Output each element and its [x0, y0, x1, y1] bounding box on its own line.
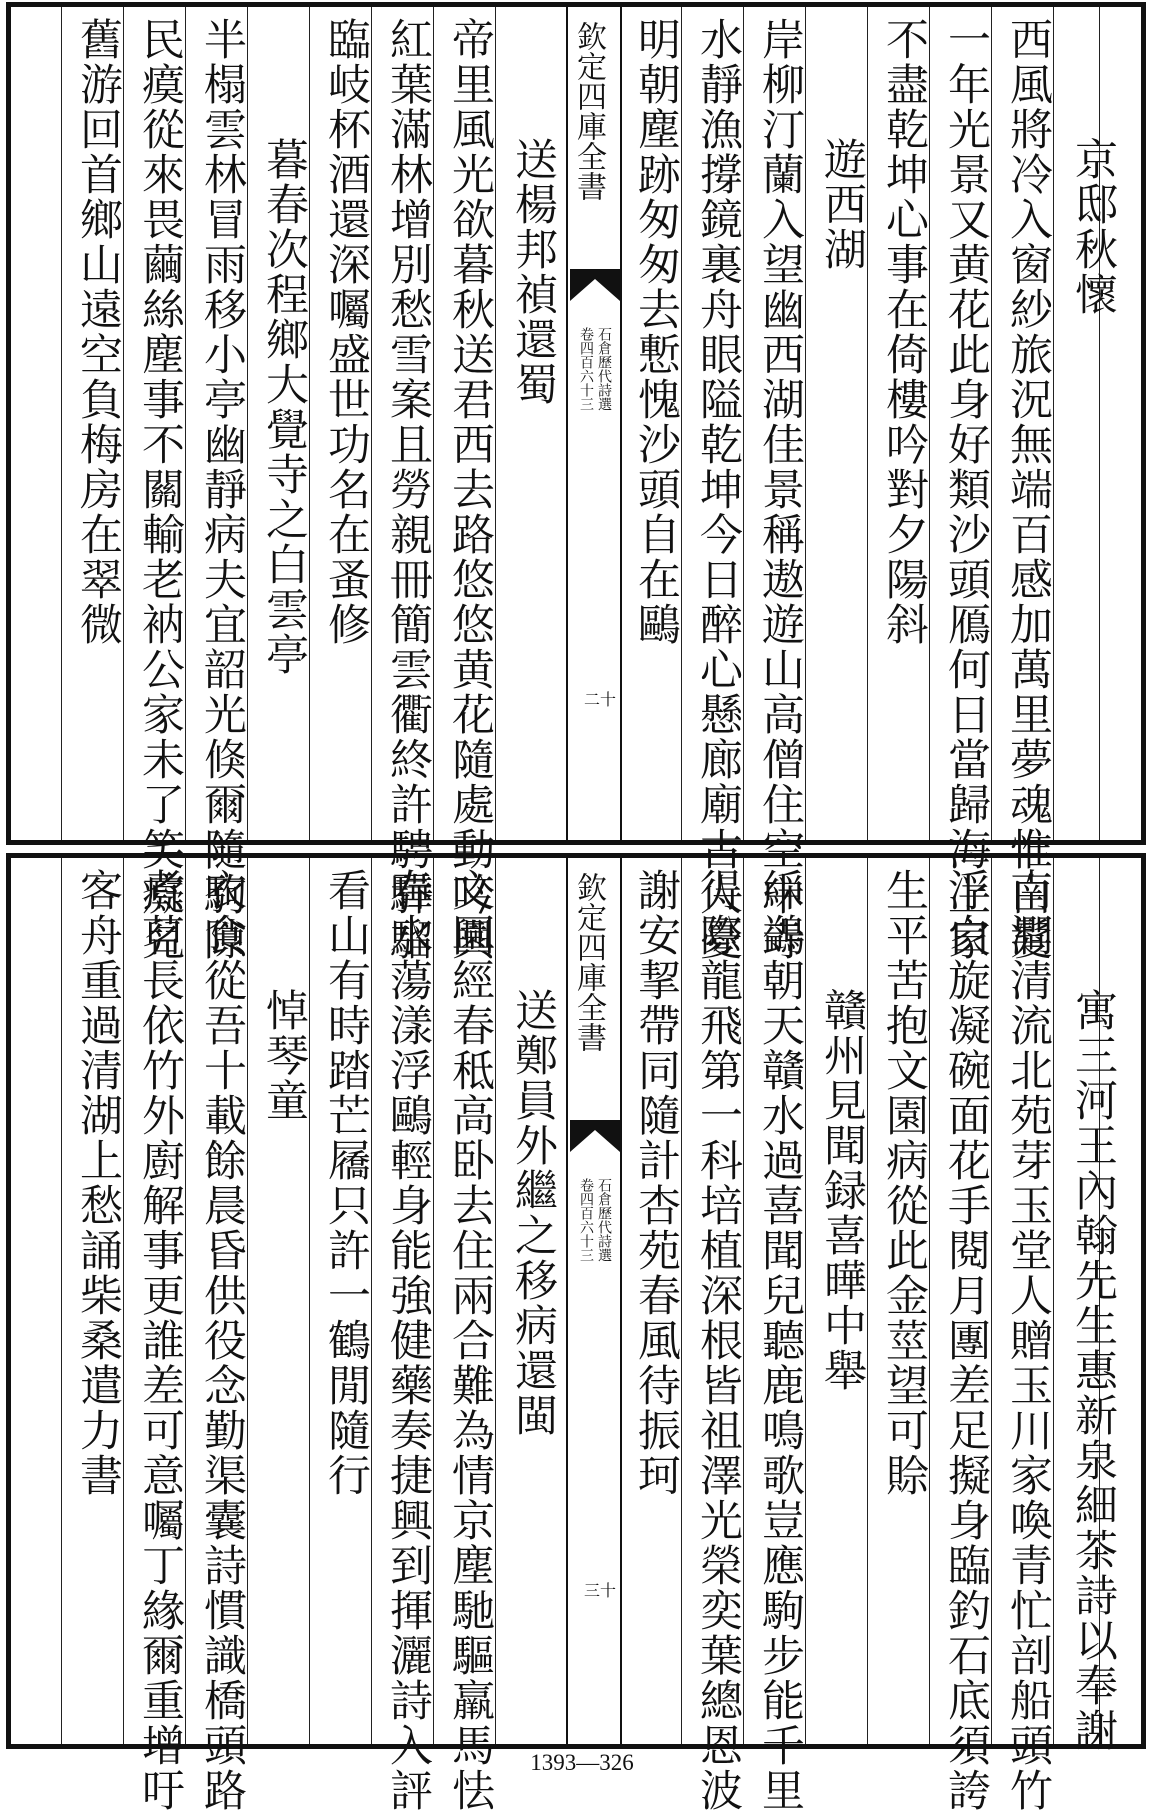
fishtail-ornament [570, 1120, 620, 1152]
poem-title: 京邸秋懷 [1068, 137, 1118, 317]
verse-column: 文園經春秪高卧去住兩合難為情京塵馳驅羸馬怯 [445, 868, 495, 1813]
verse-column: 一年光景又黄花此身好類沙頭鴈何日當歸海上家 [941, 17, 991, 962]
verse-column: 民瘼從來畏繭絲塵事不關輸老衲公家未了笑癡兒 [135, 17, 185, 962]
verse-column: 舊游回首鄉山遠空負梅房在翠微 [73, 17, 123, 647]
verse-column: 看山有時踏芒屩只許一鶴閒隨行 [321, 868, 371, 1498]
source-title: 石倉歷代詩選 [596, 1178, 612, 1262]
fishtail-ornament [570, 269, 620, 301]
poem-title: 遊西湖 [817, 137, 867, 272]
verse-column: 半榻雲林冒雨移小亭幽靜病夫宜韶光倏爾隨駒隙 [197, 17, 247, 962]
page-code: 1393—326 [530, 1750, 634, 1775]
verse-column: 明朝塵跡匆匆去慙愧沙頭自在鷗 [631, 17, 681, 647]
center-strip [566, 7, 622, 840]
poem-title: 送楊邦禎還蜀 [508, 137, 558, 407]
poem-title: 寓三河王內翰先生惠新泉細茶詩以奉謝 [1068, 988, 1118, 1753]
verse-column: 水靜漁撐鏡裏舟眼隘乾坤今日醉心懸廊廟古人憂 [693, 17, 743, 962]
verse-column: 紅葉滿林增別愁雪案且勞親冊簡雲衢終許騁驊騮 [383, 17, 433, 962]
volume-number: 卷四百六十三 [578, 327, 594, 411]
leaf-number: 二十 [584, 690, 617, 709]
verse-column: 衣食從吾十載餘晨昏供役念勤渠囊詩慣識橋頭路 [197, 868, 247, 1813]
poem-title: 暮春次程鄉大覺寺之白雲亭 [259, 137, 309, 677]
verse-column: 春水蕩漾浮鷗輕身能強健藥奏捷興到揮灑詩入評 [383, 868, 433, 1813]
poem-title: 送鄭員外繼之移病還閩 [508, 988, 558, 1438]
verse-column: 客舟重過清湖上愁誦柴桑遣力書 [73, 868, 123, 1498]
volume-number: 卷四百六十三 [578, 1178, 594, 1262]
verse-column: 西風將冷入窗紗旅況無端百感加萬里夢魂惟白髮 [1003, 17, 1053, 962]
verse-column: 帝里風光欲暮秋送君西去路悠悠黄花隨處動吟興 [445, 17, 495, 962]
verse-column: 不盡乾坤心事在倚樓吟對夕陽斜 [879, 17, 929, 647]
verse-column: 謝安挈帶同隨計杏苑春風待振珂 [631, 868, 681, 1498]
top-page [6, 2, 1146, 962]
verse-column: 生平苦抱文園病從此金莖望可賒 [879, 868, 929, 1498]
poem-title: 悼琴童 [259, 988, 309, 1123]
book-title: 欽定四庫全書 [571, 21, 606, 201]
verse-column: 綵鷁朝天贛水過喜聞兒聽鹿鳴歌豈應駒步能千里 [755, 868, 805, 1813]
verse-column: 臨岐杯酒還深囑盛世功名在蚤修 [321, 17, 371, 647]
poem-title: 贛州見聞録喜曄中舉 [817, 988, 867, 1393]
verse-column: 浮白旋凝碗面花手閱月團差足擬身臨釣石底須誇 [941, 868, 991, 1813]
verse-column: 煮茗長依竹外廚解事更誰差可意囑丁緣爾重增吁 [135, 868, 185, 1813]
verse-column: 得際龍飛第一科培植深根皆祖澤光榮奕葉總恩波 [693, 868, 743, 1813]
source-title: 石倉歷代詩選 [596, 327, 612, 411]
book-title: 欽定四庫全書 [571, 872, 606, 1052]
verse-column: 南澗清流北苑芽玉堂人贈玉川家喚青忙剖船頭竹 [1003, 868, 1053, 1813]
leaf-number: 三十 [584, 1581, 617, 1600]
center-strip [566, 858, 622, 1744]
verse-column: 岸柳汀蘭入望幽西湖佳景稱遨遊山高僧住空中寺 [755, 17, 805, 962]
